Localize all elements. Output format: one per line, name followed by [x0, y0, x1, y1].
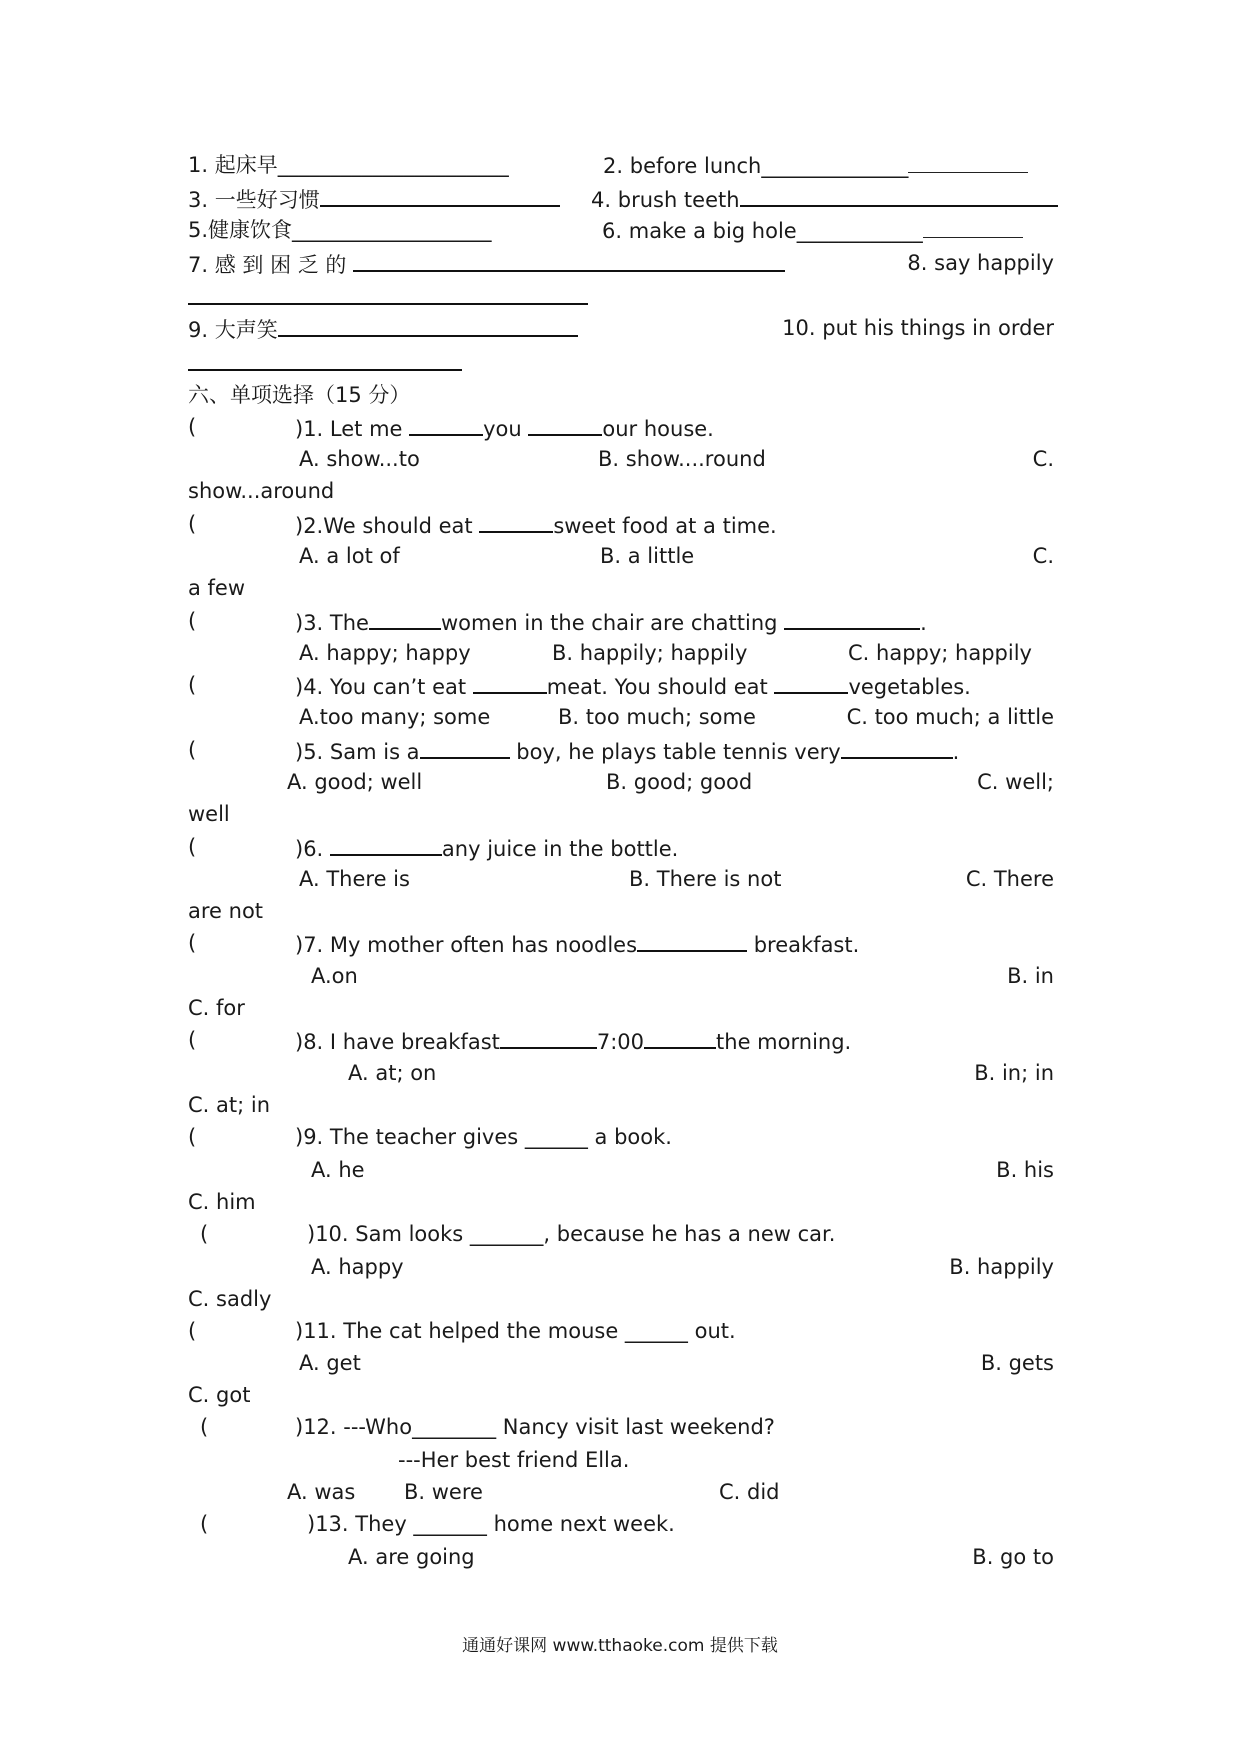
option-c: C.: [1032, 544, 1054, 568]
option-a: A. happy; happy: [299, 641, 471, 665]
phrase-10: 10. put his things in order: [782, 316, 1054, 340]
question-stem: )12. ---Who________ Nancy visit last weekend?: [295, 1415, 775, 1439]
question-stem: )7. My mother often has noodles breakfast.: [295, 928, 859, 960]
option-c-text: show...around: [188, 479, 335, 503]
option-b: B. in; in: [974, 1061, 1054, 1085]
question-stem: )13. They _______ home next week.: [307, 1512, 675, 1536]
option-c: C. too much; a little: [846, 705, 1054, 729]
question-1: [188, 412, 1054, 442]
option-b: B. good; good: [606, 770, 753, 794]
phrase-4: 4. brush teeth: [591, 183, 1058, 215]
answer-paren: (: [188, 738, 197, 762]
phrase-8: 8. say happily: [907, 251, 1054, 275]
option-c: C. did: [719, 1480, 780, 1504]
option-c: C. sadly: [188, 1287, 272, 1311]
question-7: [188, 928, 1054, 958]
question-stem: )1. Let me you our house.: [295, 412, 714, 444]
question-stem: )3. The women in the chair are chatting .: [295, 606, 927, 638]
question-7-options: [188, 961, 1054, 991]
option-b: B. his: [996, 1158, 1054, 1182]
phrase-6: 6. make a big hole____________: [602, 215, 1023, 246]
question-10: [188, 1219, 1054, 1249]
question-stem: )4. You can’t eat meat. You should eat vegetables.: [295, 670, 971, 702]
question-2: [188, 509, 1054, 539]
answer-paren: (: [188, 609, 197, 633]
phrase-1: 1. 起床早______________________: [188, 153, 509, 177]
question-4-options: [188, 702, 1054, 732]
question-stem: )11. The cat helped the mouse ______ out.: [295, 1319, 736, 1343]
question-stem: )2.We should eat sweet food at a time.: [295, 509, 777, 541]
question-13: [188, 1509, 1054, 1539]
option-b: B. show....round: [598, 447, 766, 471]
phrase-row-1: [188, 150, 1054, 180]
option-c: C. for: [188, 996, 245, 1020]
option-c: C. well;: [977, 770, 1054, 794]
question-stem: )6. any juice in the bottle.: [295, 832, 678, 864]
option-c-text: well: [188, 802, 230, 826]
question-5-options: [188, 767, 1054, 797]
phrase-10-answer-line: [188, 369, 462, 371]
question-10-options: [188, 1252, 1054, 1282]
answer-paren: (: [188, 415, 197, 439]
answer-paren: (: [188, 835, 197, 859]
option-b: B. in: [1007, 964, 1054, 988]
question-6: [188, 832, 1054, 862]
option-a: A. at; on: [348, 1061, 437, 1085]
option-c: C. him: [188, 1190, 256, 1214]
phrase-row-5: [188, 313, 1054, 343]
phrase-9: 9. 大声笑: [188, 313, 578, 345]
option-b: B. happily: [949, 1255, 1054, 1279]
option-b: B. gets: [980, 1351, 1054, 1375]
option-b: B. too much; some: [558, 705, 756, 729]
question-3: [188, 606, 1054, 636]
option-a: A. good; well: [287, 770, 423, 794]
option-a: A. are going: [348, 1545, 475, 1569]
option-c-text: a few: [188, 576, 246, 600]
option-b: B. go to: [972, 1545, 1054, 1569]
option-a: A. happy: [311, 1255, 404, 1279]
option-b: B. There is not: [629, 867, 782, 891]
section-title: 六、单项选择（15 分）: [188, 383, 411, 407]
question-8: [188, 1025, 1054, 1055]
question-13-options: [188, 1542, 1054, 1572]
option-c-text: are not: [188, 899, 264, 923]
phrase-7: 7. 感 到 困 乏 的: [188, 248, 785, 280]
question-stem: )9. The teacher gives ______ a book.: [295, 1125, 672, 1149]
option-b: B. were: [404, 1480, 483, 1504]
question-stem: )5. Sam is a boy, he plays table tennis very .: [295, 735, 959, 767]
phrase-8-answer-line: [188, 303, 588, 305]
question-9: [188, 1122, 1054, 1152]
phrase-5: 5.健康饮食___________________: [188, 218, 492, 242]
question-stem: )10. Sam looks _______, because he has a new car.: [307, 1222, 836, 1246]
option-b: B. happily; happily: [552, 641, 748, 665]
answer-paren: (: [200, 1222, 209, 1246]
answer-paren: (: [188, 1319, 197, 1343]
phrase-2: 2. before lunch______________: [603, 150, 1028, 181]
question-9-options: [188, 1155, 1054, 1185]
phrase-3: 3. 一些好习惯: [188, 183, 560, 215]
question-stem: )8. I have breakfast 7:00 the morning.: [295, 1025, 851, 1057]
option-a: A. There is: [299, 867, 410, 891]
answer-paren: (: [200, 1512, 209, 1536]
question-2-options: [188, 541, 1054, 571]
question-11: [188, 1316, 1054, 1346]
answer-paren: (: [200, 1415, 209, 1439]
phrase-row-4: [188, 248, 1054, 278]
question-1-options: [188, 444, 1054, 474]
phrase-row-2: [188, 183, 1054, 213]
answer-paren: (: [188, 673, 197, 697]
question-12-dialogue: [188, 1445, 1054, 1475]
question-6-options: [188, 864, 1054, 894]
dialogue-answer: ---Her best friend Ella.: [398, 1448, 630, 1472]
option-c: C. at; in: [188, 1093, 271, 1117]
question-12-options: [188, 1477, 1054, 1507]
phrase-row-3: [188, 215, 1054, 245]
option-a: A. was: [287, 1480, 356, 1504]
question-11-options: [188, 1348, 1054, 1378]
option-a: A. get: [299, 1351, 361, 1375]
answer-paren: (: [188, 931, 197, 955]
option-c: C. happy; happily: [848, 641, 1032, 665]
answer-paren: (: [188, 1125, 197, 1149]
option-a: A. a lot of: [299, 544, 400, 568]
option-c: C. got: [188, 1383, 251, 1407]
question-5: [188, 735, 1054, 765]
question-12: [188, 1412, 1054, 1442]
option-a: A.on: [311, 964, 358, 988]
question-3-options: [188, 638, 1054, 668]
option-a: A. show...to: [299, 447, 420, 471]
question-4: [188, 670, 1054, 700]
answer-paren: (: [188, 1028, 197, 1052]
option-c: C.: [1032, 447, 1054, 471]
footer-watermark: 通通好课网 www.tthaoke.com 提供下载: [462, 1636, 778, 1656]
option-c: C. There: [965, 867, 1054, 891]
option-a: A.too many; some: [299, 705, 491, 729]
option-b: B. a little: [600, 544, 695, 568]
option-a: A. he: [311, 1158, 365, 1182]
answer-paren: (: [188, 512, 197, 536]
question-8-options: [188, 1058, 1054, 1088]
